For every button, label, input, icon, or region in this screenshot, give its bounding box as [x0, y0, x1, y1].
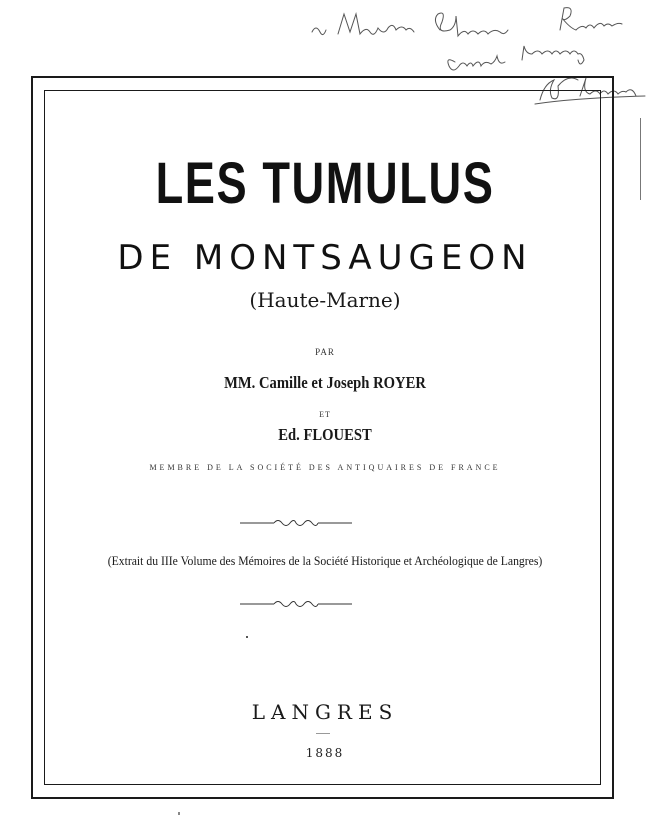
- ink-speck: [178, 812, 180, 815]
- binding-mark: [636, 118, 641, 200]
- par-label: PAR: [315, 347, 335, 357]
- membership-line: MEMBRE DE LA SOCIÉTÉ DES ANTIQUAIRES DE FRANCE: [149, 463, 501, 472]
- main-title-line-2: DE MONTSAUGEON: [117, 238, 533, 278]
- authors-line: MM. Camille et Joseph ROYER: [224, 373, 426, 392]
- ornament-rule-bottom: [240, 598, 352, 610]
- ornament-rule-top: [240, 517, 352, 529]
- coauthor-line: Ed. FLOUEST: [278, 425, 372, 444]
- imprint-city: LANGRES: [251, 700, 399, 724]
- ink-speck: [246, 636, 248, 638]
- imprint-separator: [316, 733, 330, 734]
- et-label: ET: [319, 410, 331, 419]
- subtitle: (Haute-Marne): [249, 288, 401, 312]
- main-title: LES TUMULUS: [155, 151, 495, 216]
- imprint-year: 1888: [305, 746, 345, 760]
- extract-note: (Extrait du IIIe Volume des Mémoires de la Société Historique et Archéologique de Langres): [107, 553, 543, 568]
